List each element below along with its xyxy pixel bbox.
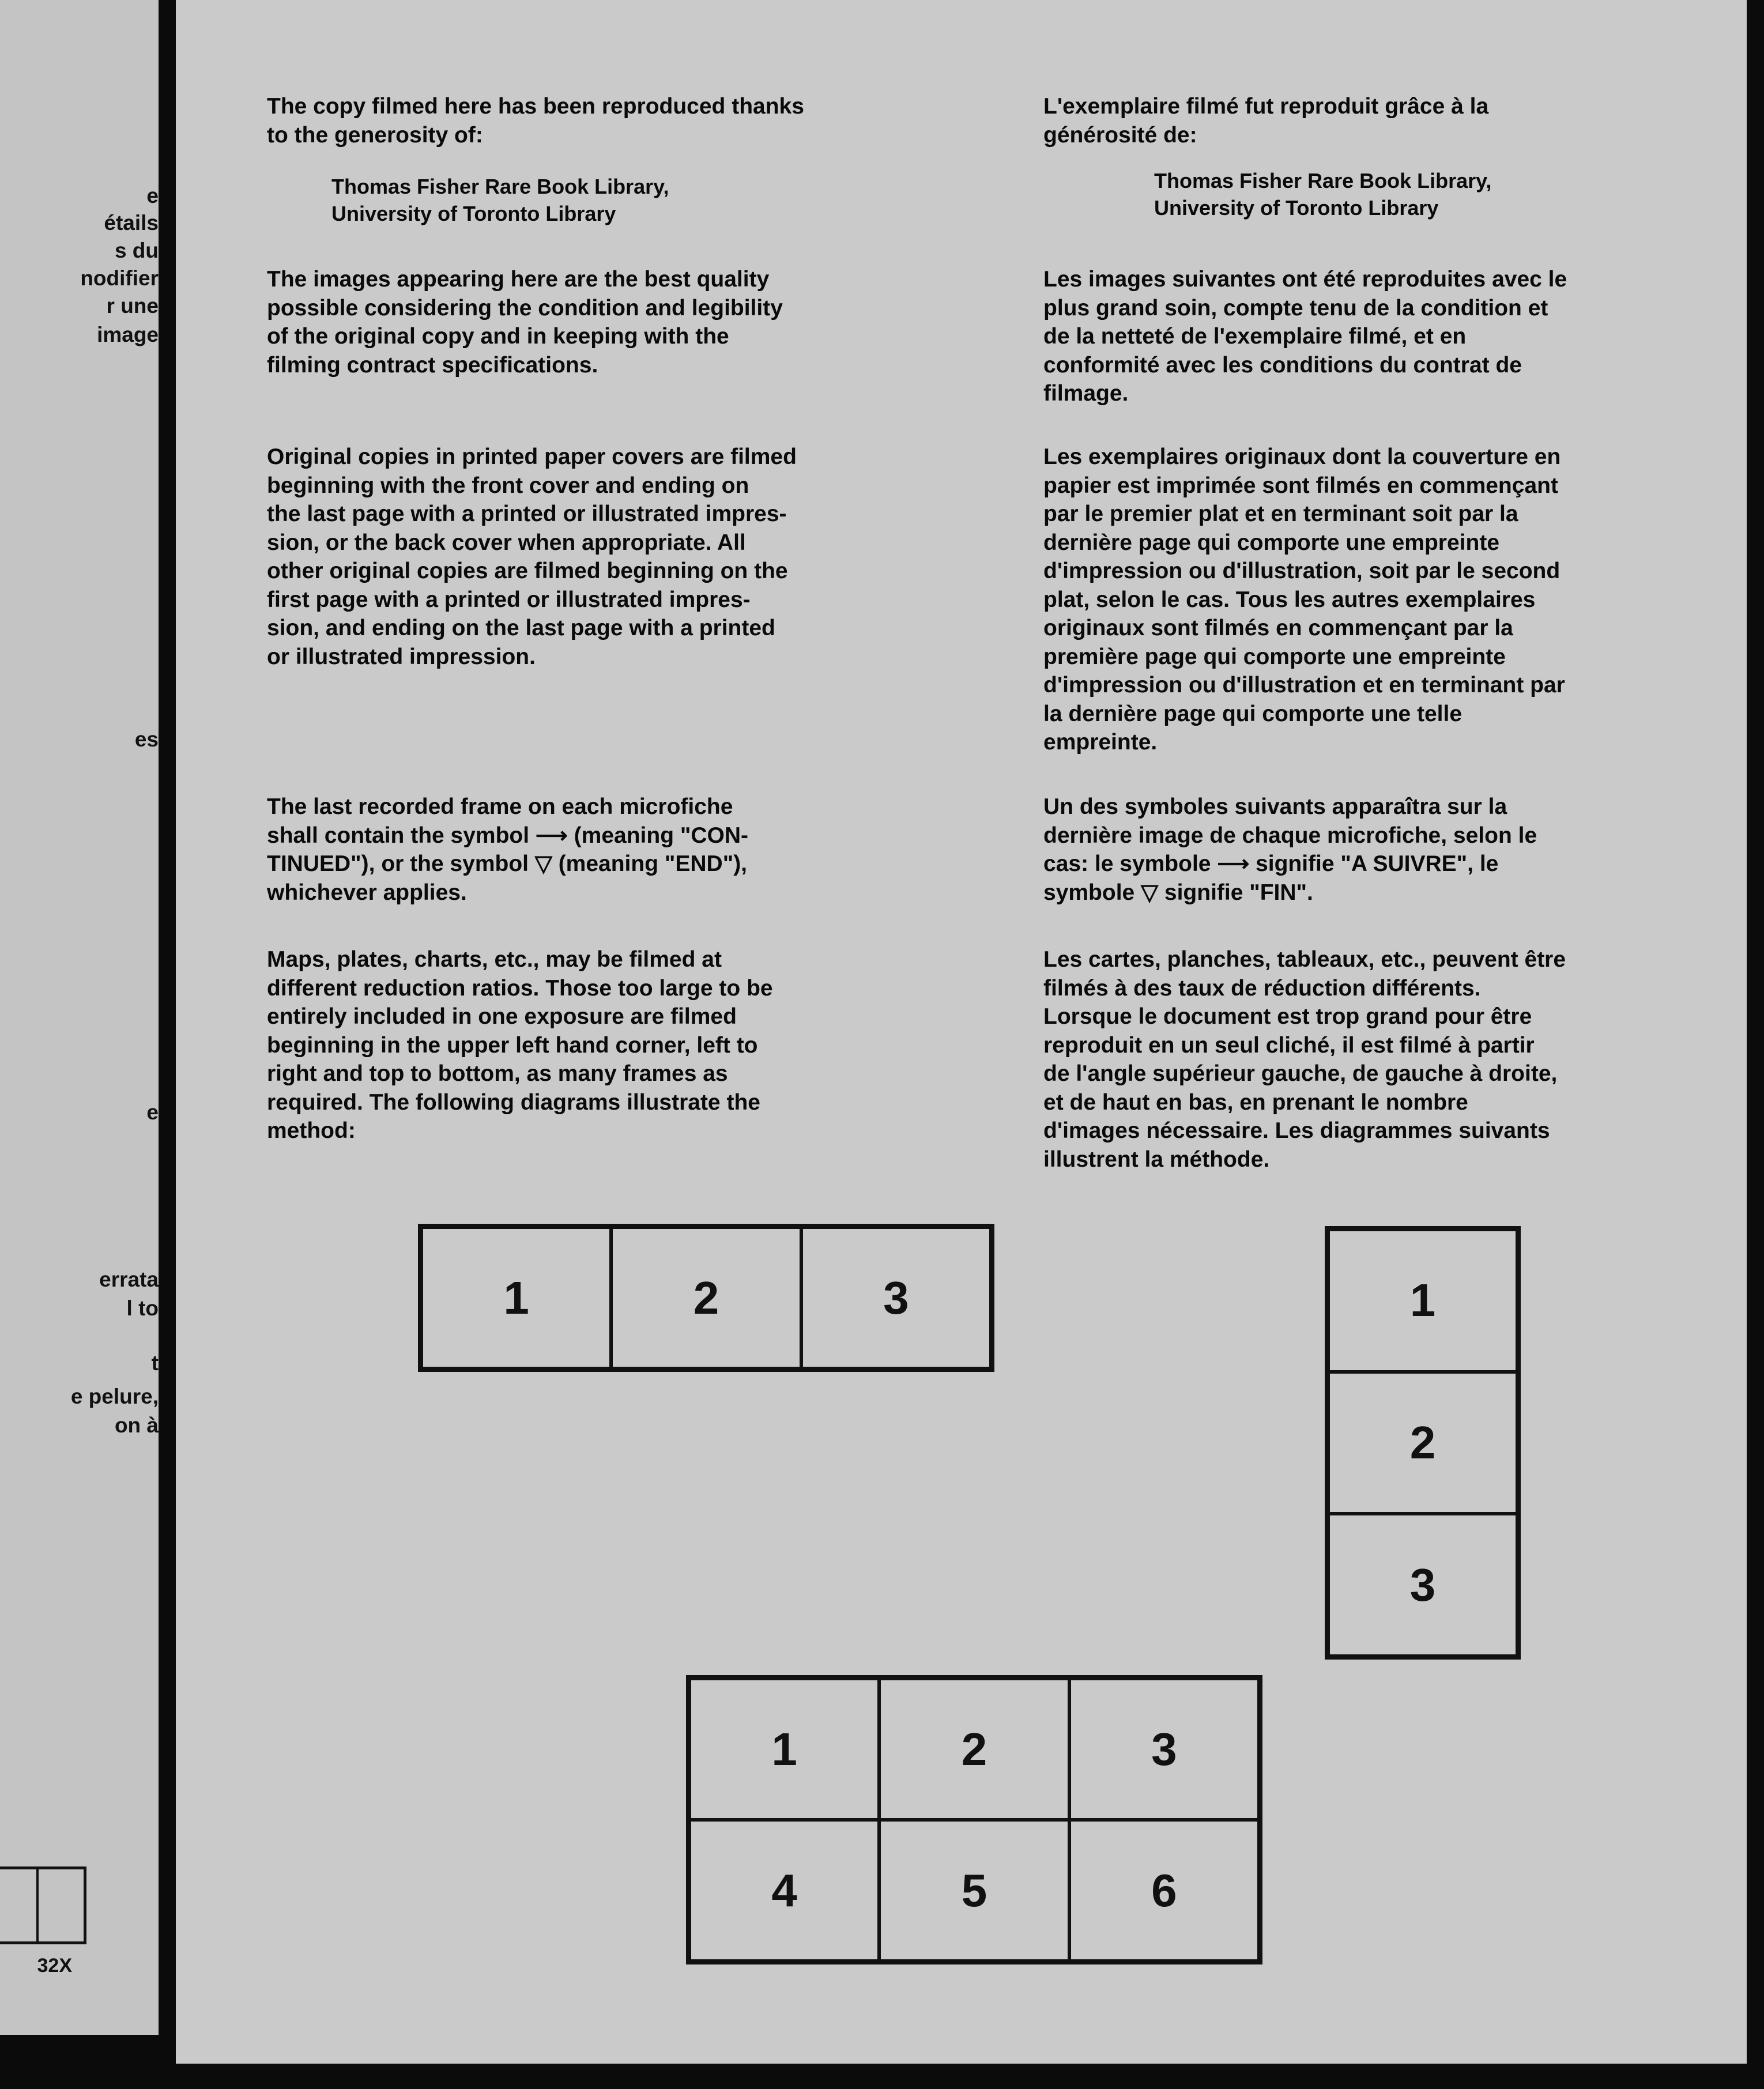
frame-cell: 3	[1069, 1679, 1259, 1820]
frame-cell: 2	[879, 1679, 1069, 1820]
french-covers-paragraph: Les exemplaires originaux dont la couverture en papier est imprimée sont filmés en commençant par le premier plat et en terminant soit par la dernière page qui comporte une empreinte d'impression ou d'illustration, soit par le second plat, selon le cas. Tous les autres exemplaires originaux sont filmés en commençant par la première page qui comporte une empreinte d'impression ou d'illustration et en terminant par la dernière page qui comporte une telle empreinte.	[1043, 444, 1565, 755]
french-acknowledgement: L'exemplaire filmé fut reproduit grâce à la générosité de:	[1043, 94, 1489, 148]
strip-text: on à	[114, 1413, 159, 1437]
english-symbols-paragraph: The last recorded frame on each microfiche shall contain the symbol ⟶ (meaning "CON- TINUED"), or the symbol ▽ (meaning "END"), whichever applies.	[267, 794, 748, 905]
strip-text: image	[97, 323, 159, 346]
french-quality-paragraph: Les images suivantes ont été reproduites avec le plus grand soin, compte tenu de la condition et de la netteté de l'exemplaire filmé, et en conformité avec les conditions du contrat de filmage.	[1043, 267, 1567, 406]
french-maps-paragraph: Les cartes, planches, tableaux, etc., peuvent être filmés à des taux de réduction différents. Lorsque le document est trop grand pour être reproduit en un seul cliché, il est filmé à partir de l'angle supérieur gauche, de gauche à droite, et de haut en bas, en prenant le nombre d'images nécessaire. Les diagrammes suivants illustrent la méthode.	[1043, 947, 1566, 1172]
frame-cell: 2	[1328, 1372, 1517, 1514]
strip-text: t	[151, 1351, 159, 1375]
frame-cell: 6	[1069, 1820, 1259, 1961]
english-acknowledgement: The copy filmed here has been reproduced thanks to the generosity of:	[267, 94, 804, 148]
strip-text: errata	[99, 1268, 159, 1291]
strip-text: es	[134, 727, 159, 751]
frame-cell: 4	[689, 1820, 879, 1961]
frame-cell: 1	[1328, 1230, 1517, 1372]
strip-text: e pelure,	[70, 1385, 159, 1408]
vertical-frame-diagram	[1325, 1226, 1521, 1660]
strip-text: nodifier	[80, 266, 159, 290]
frame-cell: 3	[1328, 1514, 1517, 1656]
french-symbols-paragraph: Un des symboles suivants apparaîtra sur la dernière image de chaque microfiche, selon le cas: le symbole ⟶ signifie "A SUIVRE", le symbole ▽ signifie "FIN".	[1043, 794, 1537, 905]
strip-text: r une	[106, 294, 159, 318]
frame-cell: 5	[879, 1820, 1069, 1961]
frame-cell: 3	[801, 1227, 991, 1368]
grid-frame-diagram	[686, 1675, 1262, 1964]
left-page-strip	[0, 0, 159, 2035]
english-covers-paragraph: Original copies in printed paper covers are filmed beginning with the front cover and ending on the last page with a printed or illustrated impres- sion, or the back cover when appropriate. All other original copies are filmed beginning on the first page with a printed or illustrated impres- sion, and ending on the last page with a printed or illustrated impression.	[267, 444, 797, 669]
resolution-target-box	[0, 1866, 86, 1944]
strip-text: étails	[104, 211, 159, 235]
strip-text: e	[146, 184, 159, 208]
french-library-name: Thomas Fisher Rare Book Library, University of Toronto Library	[1154, 169, 1492, 220]
frame-cell: 2	[611, 1227, 801, 1368]
frame-cell: 1	[421, 1227, 611, 1368]
english-library-name: Thomas Fisher Rare Book Library, University of Toronto Library	[331, 175, 669, 225]
strip-text: l to	[126, 1296, 159, 1320]
english-quality-paragraph: The images appearing here are the best quality possible considering the condition and legibility of the original copy and in keeping with the filming contract specifications.	[267, 267, 783, 378]
frame-cell: 1	[689, 1679, 879, 1820]
document-page	[176, 0, 1747, 2064]
horizontal-frame-diagram	[418, 1224, 994, 1372]
scale-label: 32X	[37, 1955, 72, 1977]
strip-text: e	[146, 1100, 159, 1124]
english-maps-paragraph: Maps, plates, charts, etc., may be filmed at different reduction ratios. Those too large to be entirely included in one exposure are filmed beginning in the upper left hand corner, left to right and top to bottom, as many frames as required. The following diagrams illustrate the method:	[267, 947, 773, 1143]
strip-text: s du	[114, 239, 159, 262]
